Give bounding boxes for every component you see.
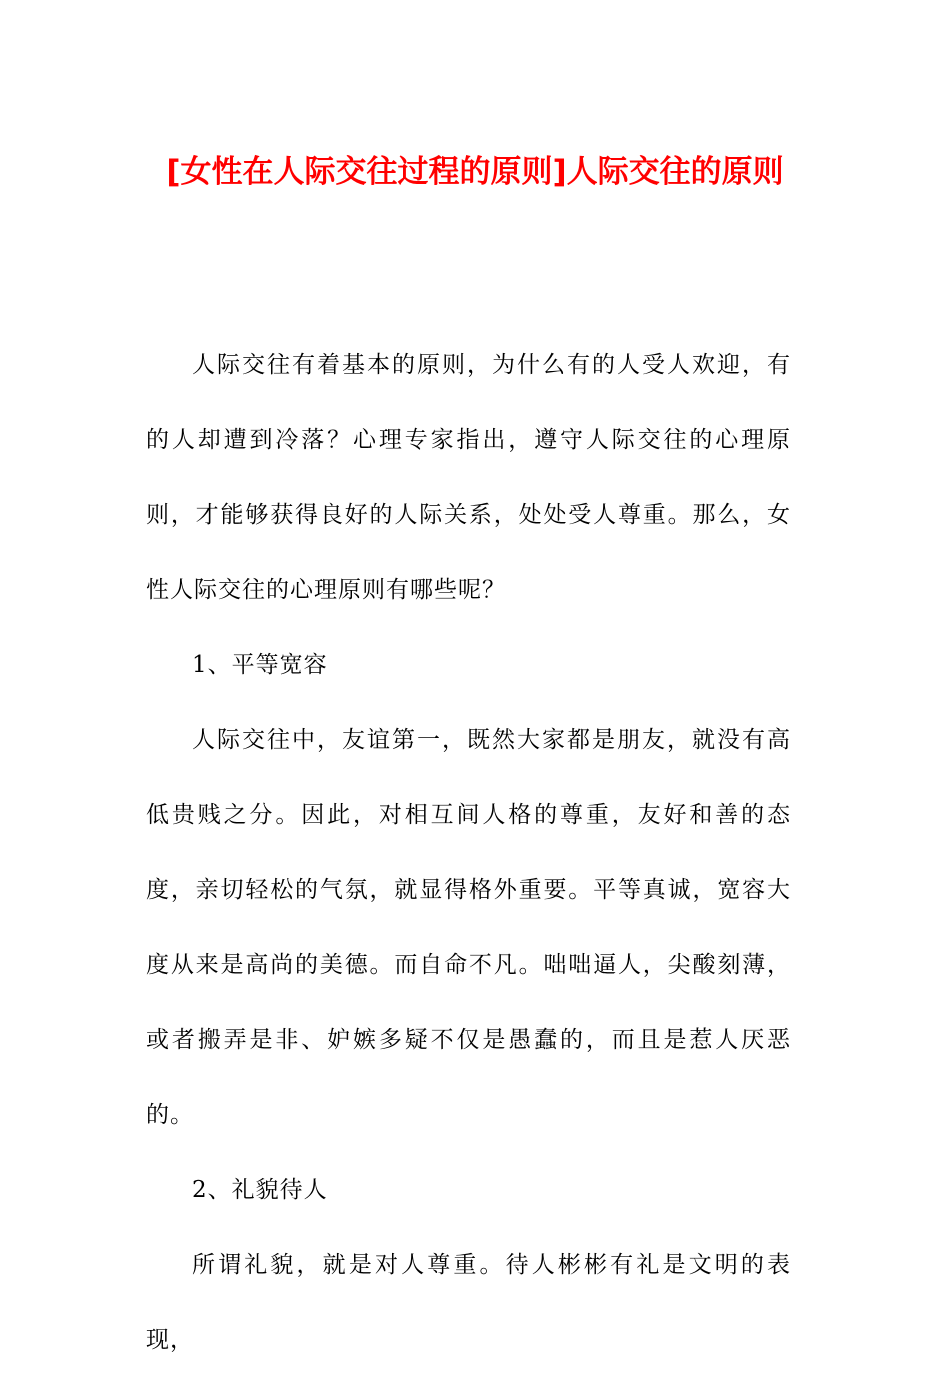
paragraph-equality: 人际交往中，友谊第一，既然大家都是朋友，就没有高低贵贱之分。因此，对相互间人格的尊重，友好和善的态度，亲切轻松的气氛，就显得格外重要。平等真诚，宽容大度从来是高尚的美德。而自命不凡。咄咄逼人，尖酸刻薄，或者搬弄是非、妒嫉多疑不仅是愚蠢的，而且是惹人厌恶的。 — [146, 727, 791, 1128]
paragraph-courtesy: 所谓礼貌，就是对人尊重。待人彬彬有礼是文明的表现， — [146, 1252, 791, 1353]
paragraph-intro: 人际交往有着基本的原则，为什么有的人受人欢迎，有的人却遭到冷落？心理专家指出，遵守人际交往的心理原则，才能够获得良好的人际关系，处处受人尊重。那么，女性人际交往的心理原则有哪些呢？ — [146, 352, 791, 603]
section-heading-courtesy: 2、礼貌待人 — [192, 1177, 328, 1203]
document-title: [女性在人际交往过程的原则]人际交往的原则 — [166, 154, 784, 190]
document-body — [146, 328, 791, 1378]
section-heading-equality: 1、平等宽容 — [192, 652, 328, 678]
